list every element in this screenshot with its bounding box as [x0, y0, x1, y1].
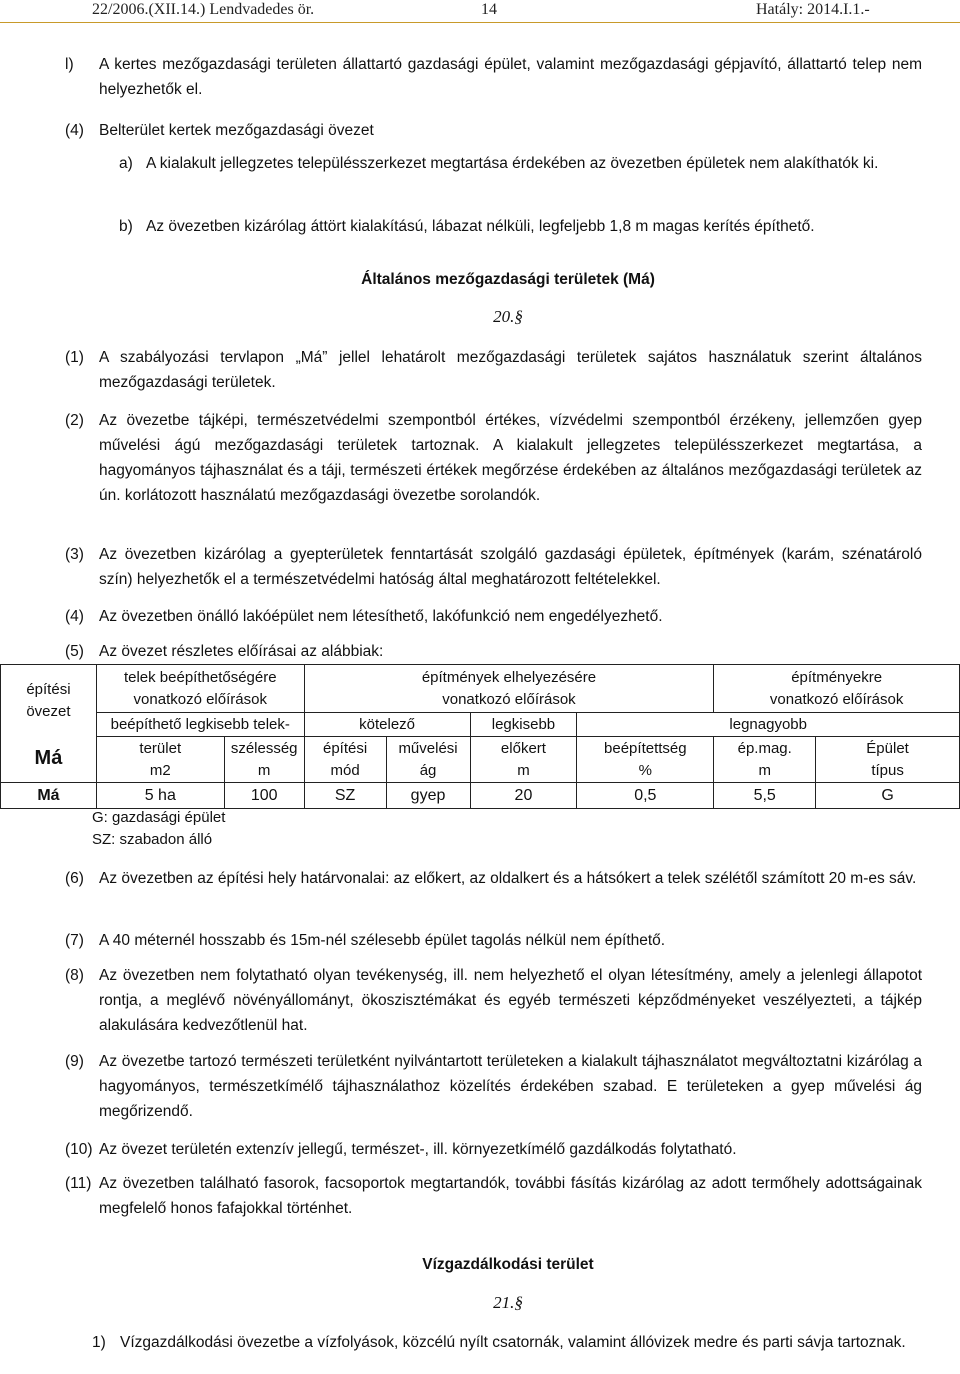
col-header-line1: Épület — [866, 739, 909, 757]
item-20-7 — [65, 928, 922, 953]
heading-water-management: Vízgazdálkodási terület — [422, 1256, 594, 1273]
col-header-line1: szélesség — [230, 739, 298, 757]
table-row — [1, 783, 960, 809]
item-20-4 — [65, 604, 922, 629]
section-4-label: (4) — [65, 122, 84, 139]
section-l-label: l) — [65, 56, 74, 73]
col-header-building-type — [816, 737, 960, 783]
col-header-build-mode — [304, 737, 386, 783]
item-20-1 — [65, 345, 922, 395]
plot-header-cell — [96, 665, 304, 713]
col-header-line2: m2 — [149, 761, 171, 779]
col-header-line1: építési — [323, 739, 368, 757]
zone-header-line1: építési — [26, 680, 71, 698]
section-4-a — [119, 151, 922, 176]
plot-header-line2: vonatkozó előírások — [133, 690, 267, 708]
item-text: Vízgazdálkodási övezetbe a vízfolyások, közcélú nyílt csatornák, valamint állóvizek medre és parti sávja tartoznak. — [120, 1334, 906, 1351]
col-header-line1: előkert — [500, 739, 546, 757]
item-text: Az övezet részletes előírásai az alábbiak: — [99, 643, 384, 660]
item-label: (4) — [65, 608, 84, 625]
section-4-b-label: b) — [119, 218, 133, 235]
cell-coverage: 0,5 — [577, 783, 714, 809]
cell-cultivation: gyep — [386, 783, 470, 809]
zone-header-line2: övezet — [26, 702, 71, 720]
item-21-1 — [92, 1330, 922, 1355]
col-header-area — [96, 737, 224, 783]
header-effective-date: Hatály: 2014.I.1.- — [756, 1, 870, 18]
item-20-10 — [65, 1137, 922, 1162]
item-text: Az övezetben nem folytatható olyan tevékenység, ill. nem helyezhető el olyan létesítmény, amely a jelenlegi állapotot rontja, a meglévő növényállományt, ökoszisztémákat és egyéb természeti képződményeket veszélyezteti, a tájkép alakulására kedvezőtlenül hat. — [99, 967, 922, 1034]
section-l-text: A kertes mezőgazdasági területen állattartó gazdasági épület, valamint mezőgazdasági gépjavító, állattartó telep nem helyezhetők el. — [99, 56, 922, 98]
col-header-coverage — [577, 737, 714, 783]
item-label: (7) — [65, 932, 84, 949]
placement-header-cell — [304, 665, 714, 713]
col-header-width — [224, 737, 304, 783]
min-plot-subheader: beépíthető legkisebb telek- — [96, 713, 304, 737]
cell-front-yard: 20 — [470, 783, 577, 809]
item-text: Az övezetben az építési hely határvonalai: az előkert, az oldalkert és a hátsókert a telek szélétől számított 20 m-es sáv. — [99, 870, 917, 887]
col-header-line2: m — [257, 761, 271, 779]
table-legend — [92, 807, 225, 851]
least-subheader: legkisebb — [470, 713, 577, 737]
col-header-line2: m — [517, 761, 530, 779]
item-20-6 — [65, 866, 922, 891]
legend-item: G: gazdasági épület — [92, 809, 226, 826]
most-subheader: legnagyobb — [577, 713, 960, 737]
item-label: 1) — [92, 1334, 106, 1351]
col-header-cultivation — [386, 737, 470, 783]
item-text: A 40 méternél hosszabb és 15m-nél szélesebb épület tagolás nélkül nem építhető. — [99, 932, 666, 949]
header-regulation-ref: 22/2006.(XII.14.) Lendvadedes ör. — [92, 1, 315, 18]
section-l — [65, 52, 922, 102]
item-text: Az övezetben kizárólag a gyepterületek fenntartását szolgáló gazdasági épületek, építmények (karám, szénatároló szín) helyezhetők el a természetvédelmi hatóság által meghatározott feltételekkel. — [99, 546, 922, 588]
col-header-line2: típus — [871, 761, 904, 779]
header-page-number: 14 — [481, 1, 497, 18]
building-header-line1: építményekre — [791, 668, 883, 686]
col-header-line1: terület — [139, 739, 182, 757]
section-4-a-label: a) — [119, 155, 133, 172]
item-label: (11) — [65, 1175, 92, 1192]
heading-agricultural-areas: Általános mezőgazdasági területek (Má) — [361, 271, 655, 288]
col-header-line2: m — [758, 761, 771, 779]
item-label: (1) — [65, 349, 84, 366]
item-20-3 — [65, 542, 922, 592]
item-label: (8) — [65, 967, 84, 984]
item-20-5 — [65, 639, 922, 664]
col-header-line2: mód — [330, 761, 360, 779]
building-header-line2: vonatkozó előírások — [769, 690, 904, 708]
section-4 — [65, 118, 922, 143]
item-label: (5) — [65, 643, 84, 660]
zone-code-big: Má — [34, 746, 63, 769]
item-label: (6) — [65, 870, 84, 887]
item-text: Az övezetbe tartozó természeti területként nyilvántartott területeken a kialakult tájhasználatot megváltoztatni kizárólag a hagyományos, természetkímélő tájhasználathoz közelítés érdekében szabad. E területeken a gyep művelési ág megőrizendő. — [99, 1053, 922, 1120]
item-label: (3) — [65, 546, 84, 563]
col-header-line1: ép.mag. — [737, 739, 792, 757]
section-4-b — [119, 214, 922, 239]
cell-building-type: G — [816, 783, 960, 809]
cell-width: 100 — [224, 783, 304, 809]
col-header-line2: % — [638, 761, 652, 779]
paragraph-20-number: 20.§ — [493, 307, 523, 326]
item-label: (2) — [65, 412, 84, 429]
item-20-2 — [65, 408, 922, 508]
item-20-11 — [65, 1171, 922, 1221]
placement-header-line1: építmények elhelyezésére — [421, 668, 597, 686]
col-header-height — [714, 737, 816, 783]
col-header-line1: művelési — [398, 739, 458, 757]
col-header-line1: beépítettség — [604, 739, 687, 757]
building-header-cell — [714, 665, 960, 713]
section-4-a-text: A kialakult jellegzetes településszerkezet megtartása érdekében az övezetben épületek nem alakíthatók ki. — [146, 155, 879, 172]
header-rule — [0, 22, 960, 23]
legend-item: SZ: szabadon álló — [92, 831, 213, 848]
cell-height: 5,5 — [714, 783, 816, 809]
item-label: (9) — [65, 1053, 84, 1070]
page-header — [0, 0, 960, 22]
plot-header-line1: telek beépíthetőségére — [123, 668, 277, 686]
cell-build-mode: SZ — [304, 783, 386, 809]
section-4-title: Belterület kertek mezőgazdasági övezet — [99, 122, 374, 139]
item-text: Az övezetben található fasorok, facsoportok megtartandók, további fásítás kizárólag az adott termőhely adottságainak megfelelő honos fafajokkal történhet. — [99, 1175, 922, 1217]
item-text: Az övezetbe tájképi, természetvédelmi szempontból értékes, vízvédelmi szempontból érzékeny, jellemzően gyep művelési ágú mezőgazdasági területek tartoznak. A kialakult jellegzetes településszerkezet megtartása, a hagyományos tájhasználat és a táji, természeti értékek megőrzése érdekében az általános mezőgazdasági területek az ún. korlátozott használatú mezőgazdasági övezetbe sorolandók. — [99, 412, 922, 504]
cell-area: 5 ha — [96, 783, 224, 809]
zone-header-cell — [1, 665, 97, 783]
required-subheader: kötelező — [304, 713, 470, 737]
item-label: (10) — [65, 1141, 93, 1158]
col-header-front-yard — [470, 737, 577, 783]
col-header-line2: ág — [419, 761, 437, 779]
cell-zone: Má — [1, 783, 97, 809]
section-4-b-text: Az övezetben kizárólag áttört kialakítású, lábazat nélküli, legfeljebb 1,8 m magas kerítés építhető. — [146, 218, 815, 235]
item-20-8 — [65, 963, 922, 1038]
item-20-9 — [65, 1049, 922, 1124]
zone-regulation-table — [0, 664, 960, 809]
placement-header-line2: vonatkozó előírások — [442, 690, 576, 708]
item-text: Az övezetben önálló lakóépület nem létesíthető, lakófunkció nem engedélyezhető. — [99, 608, 663, 625]
item-text: A szabályozási tervlapon „Má” jellel lehatárolt mezőgazdasági területek sajátos használatuk szerint általános mezőgazdasági területek. — [99, 349, 922, 391]
paragraph-21-number: 21.§ — [493, 1293, 523, 1312]
item-text: Az övezet területén extenzív jellegű, természet-, ill. környezetkímélő gazdálkodás folytatható. — [99, 1141, 737, 1158]
